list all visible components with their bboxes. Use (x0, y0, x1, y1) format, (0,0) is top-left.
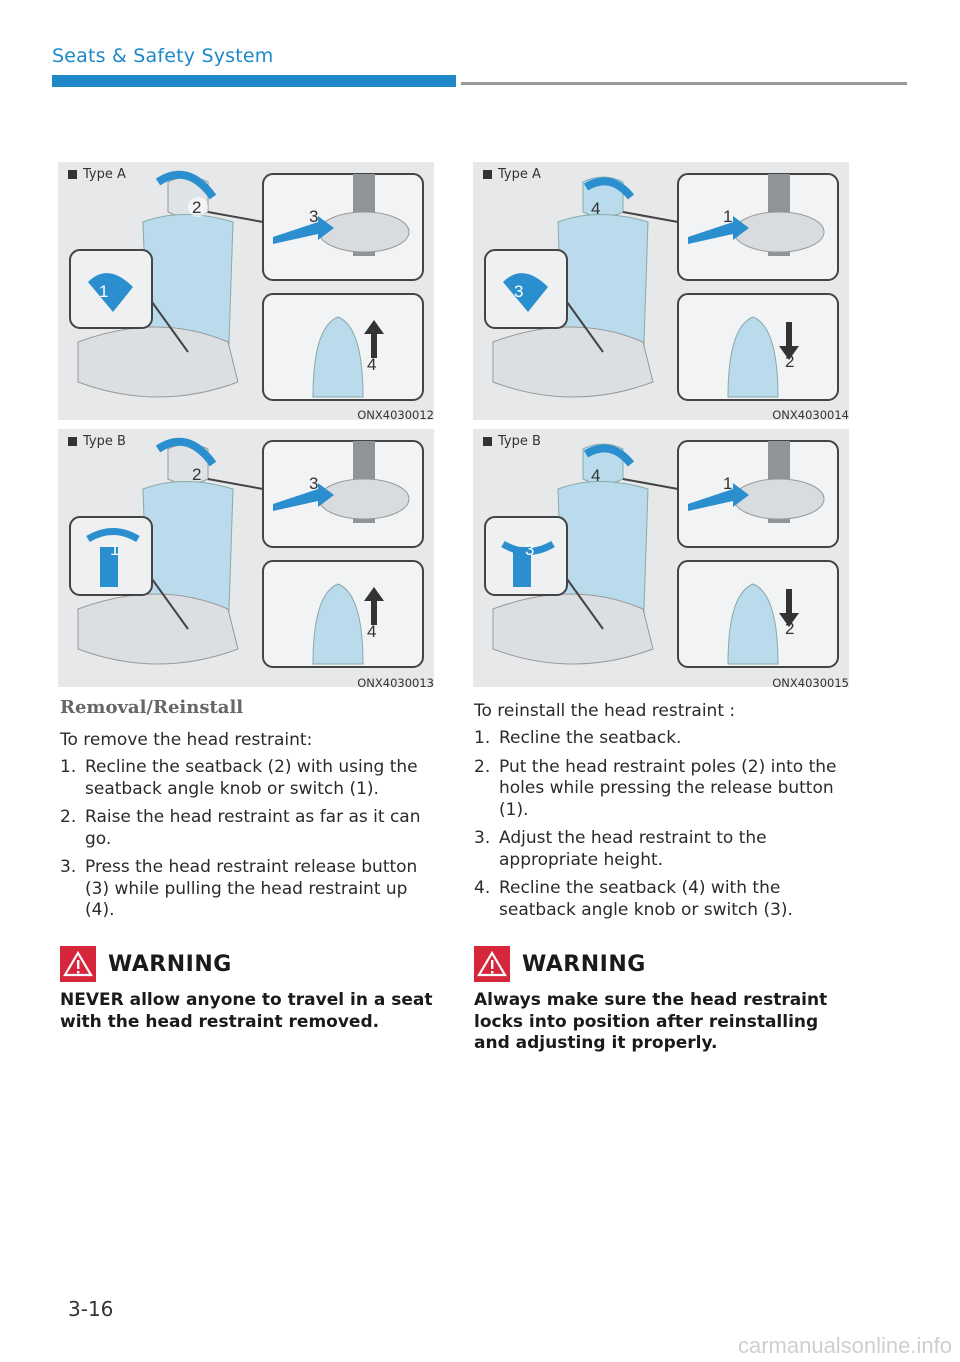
callout-label: 2 (785, 619, 795, 638)
figure-type-label: Type A (68, 167, 126, 182)
removal-intro: To remove the head restraint: (60, 730, 313, 750)
callout-label: 3 (309, 474, 319, 493)
callout-label: 2 (785, 352, 795, 371)
figure-code: ONX4030013 (357, 676, 434, 690)
square-bullet-icon (68, 170, 77, 179)
seat-illustration (473, 429, 849, 687)
callout-label: 4 (367, 355, 377, 374)
reinstall-intro: To reinstall the head restraint : (474, 701, 736, 721)
seat-illustration (473, 162, 849, 420)
reinstall-steps (474, 728, 850, 928)
list-item: 2. Raise the head restraint as far as it can go. (60, 807, 421, 849)
callout-label: 1 (723, 207, 733, 226)
list-item: 1. Recline the seatback. (474, 728, 682, 748)
header-rule-accent (52, 75, 456, 87)
figure-type-label: Type B (483, 434, 541, 449)
section-header-title: Seats & Safety System (52, 45, 274, 67)
warning-text: Always make sure the head restraint locks into position after reinstalling and adjusting it properly. (474, 990, 828, 1053)
callout-label: 4 (367, 622, 377, 641)
square-bullet-icon (483, 170, 492, 179)
square-bullet-icon (483, 437, 492, 446)
callout-label: 4 (591, 199, 601, 218)
list-item: 1. Recline the seatback (2) with using the seatback angle knob or switch (1). (60, 757, 418, 799)
warning-heading: WARNING (474, 946, 646, 982)
seat-illustration (58, 429, 434, 687)
callout-label: 1 (110, 540, 120, 559)
list-item: 2. Put the head restraint poles (2) into the holes while pressing the release button (1). (474, 756, 837, 820)
seat-illustration (58, 162, 434, 420)
warning-triangle-icon (474, 946, 510, 982)
warning-text: NEVER allow anyone to travel in a seat with the head restraint removed. (60, 990, 433, 1032)
section-title: Removal/Reinstall (60, 697, 244, 718)
removal-steps (60, 757, 436, 929)
callout-label: 1 (99, 282, 109, 301)
list-item: 3. Press the head restraint release button (3) while pulling the head restraint up (4). (60, 857, 418, 920)
figure-type-b-removal (58, 429, 434, 687)
figure-type-label: Type A (483, 167, 541, 182)
figure-code: ONX4030015 (772, 676, 849, 690)
figure-type-label: Type B (68, 434, 126, 449)
callout-label: 3 (514, 282, 524, 301)
list-item: 4. Recline the seatback (4) with the seatback angle knob or switch (3). (474, 878, 793, 920)
list-item: 3. Adjust the head restraint to the appropriate height. (474, 828, 767, 870)
figure-type-b-reinstall (473, 429, 849, 687)
figure-code: ONX4030014 (772, 408, 849, 422)
callout-label: 4 (591, 466, 601, 485)
header-rule (461, 82, 907, 85)
callout-label: 1 (723, 474, 733, 493)
callout-label: 3 (525, 540, 535, 559)
callout-label: 3 (309, 207, 319, 226)
warning-heading: WARNING (60, 946, 232, 982)
warning-triangle-icon (60, 946, 96, 982)
watermark: carmanualsonline.info (737, 1333, 952, 1358)
page-number: 3-16 (68, 1297, 114, 1321)
figure-code: ONX4030012 (357, 408, 434, 422)
figure-type-a-reinstall (473, 162, 849, 420)
callout-label: 2 (192, 465, 202, 484)
square-bullet-icon (68, 437, 77, 446)
figure-type-a-removal (58, 162, 434, 420)
callout-label: 2 (192, 198, 202, 217)
